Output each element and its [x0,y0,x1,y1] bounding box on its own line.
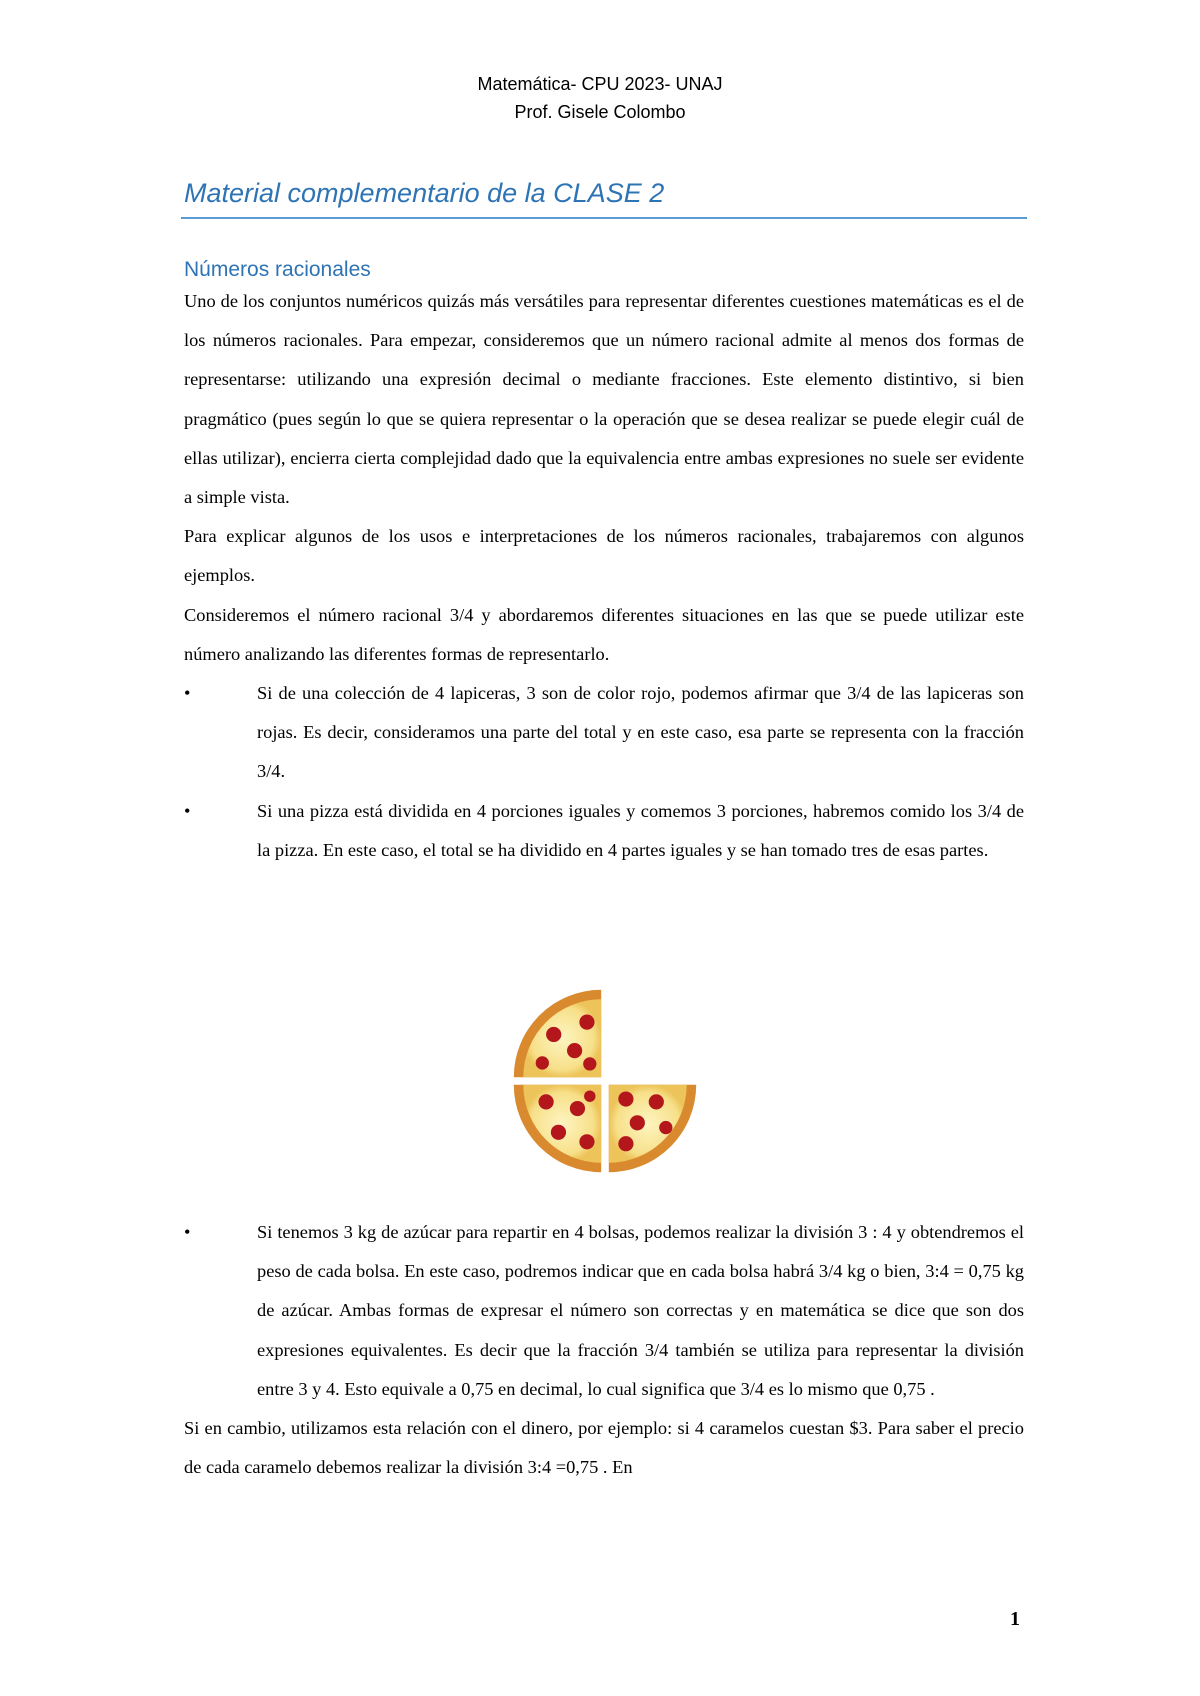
pizza-three-quarters-image [510,986,700,1176]
bullet-text-azucar: Si tenemos 3 kg de azúcar para repartir en 4 bolsas, podemos realizar la división 3 : 4 y obtendremos el peso de cada bolsa. En este caso, podremos indicar que en cada bolsa habrá 3/4 kg o bien, 3:4 = 0,75 kg de azúcar. Ambas formas de expresar el número son correctas y en matemática se dice que son dos expresiones equivalentes. Es decir que la fracción 3/4 también se utiliza para representar la división entre 3 y 4. Esto equivale a 0,75 en decimal, lo cual significa que 3/4 es lo mismo que 0,75 . [257,1222,1024,1399]
bullet-mark: • [184,800,191,821]
pizza-slice [514,990,601,1077]
bullet-text-pizza: Si una pizza está dividida en 4 porciones iguales y comemos 3 porciones, habremos comido los 3/4 de la pizza. En este caso, el total se ha dividido en 4 partes iguales y se han tomado tres de esas partes. [257,800,1024,860]
list-item [184,792,1024,870]
section-heading: Números racionales [184,258,371,281]
body-block-1 [184,282,1024,870]
bullet-mark: • [184,683,191,704]
header-teacher: Prof. Gisele Colombo [514,102,686,122]
bullet-text-lapiceras: Si de una colección de 4 lapiceras, 3 son de color rojo, podemos afirmar que 3/4 de las lapiceras son rojas. Es decir, consideramos una parte del total y en este caso, esa parte se representa con la fracción 3/4. [257,683,1024,782]
page-number: 1 [1010,1608,1020,1630]
page-header [0,70,1200,126]
header-course: Matemática- CPU 2023- UNAJ [477,74,723,94]
bullet-mark: • [184,1222,191,1242]
list-item [184,674,1024,792]
pizza-slice [514,1085,601,1172]
paragraph-consider: Consideremos el número racional 3/4 y abordaremos diferentes situaciones en las que se puede utilizar este número analizando las diferentes formas de representarlo. [184,604,1024,664]
page-title: Material complementario de la CLASE 2 [184,178,665,208]
list-item [184,1213,1024,1409]
title-underline [181,217,1027,219]
body-block-2 [184,1213,1024,1487]
paragraph-examples: Para explicar algunos de los usos e interpretaciones de los números racionales, trabajaremos con algunos ejemplos. [184,526,1024,586]
paragraph-caramelos: Si en cambio, utilizamos esta relación con el dinero, por ejemplo: si 4 caramelos cuestan $3. Para saber el precio de cada caramelo debemos realizar la división 3:4 =0,75 . En [184,1418,1024,1478]
pizza-slice [609,1085,696,1172]
paragraph-intro: Uno de los conjuntos numéricos quizás más versátiles para representar diferentes cuestiones matemáticas es el de los números racionales. Para empezar, consideremos que un número racional admite al menos dos formas de representarse: utilizando una expresión decimal o mediante fracciones. Este elemento distintivo, si bien pragmático (pues según lo que se quiera representar o la operación que se desea realizar se puede elegir cuál de ellas utilizar), encierra cierta complejidad dado que la equivalencia entre ambas expresiones no suele ser evidente a simple vista. [184,291,1024,508]
